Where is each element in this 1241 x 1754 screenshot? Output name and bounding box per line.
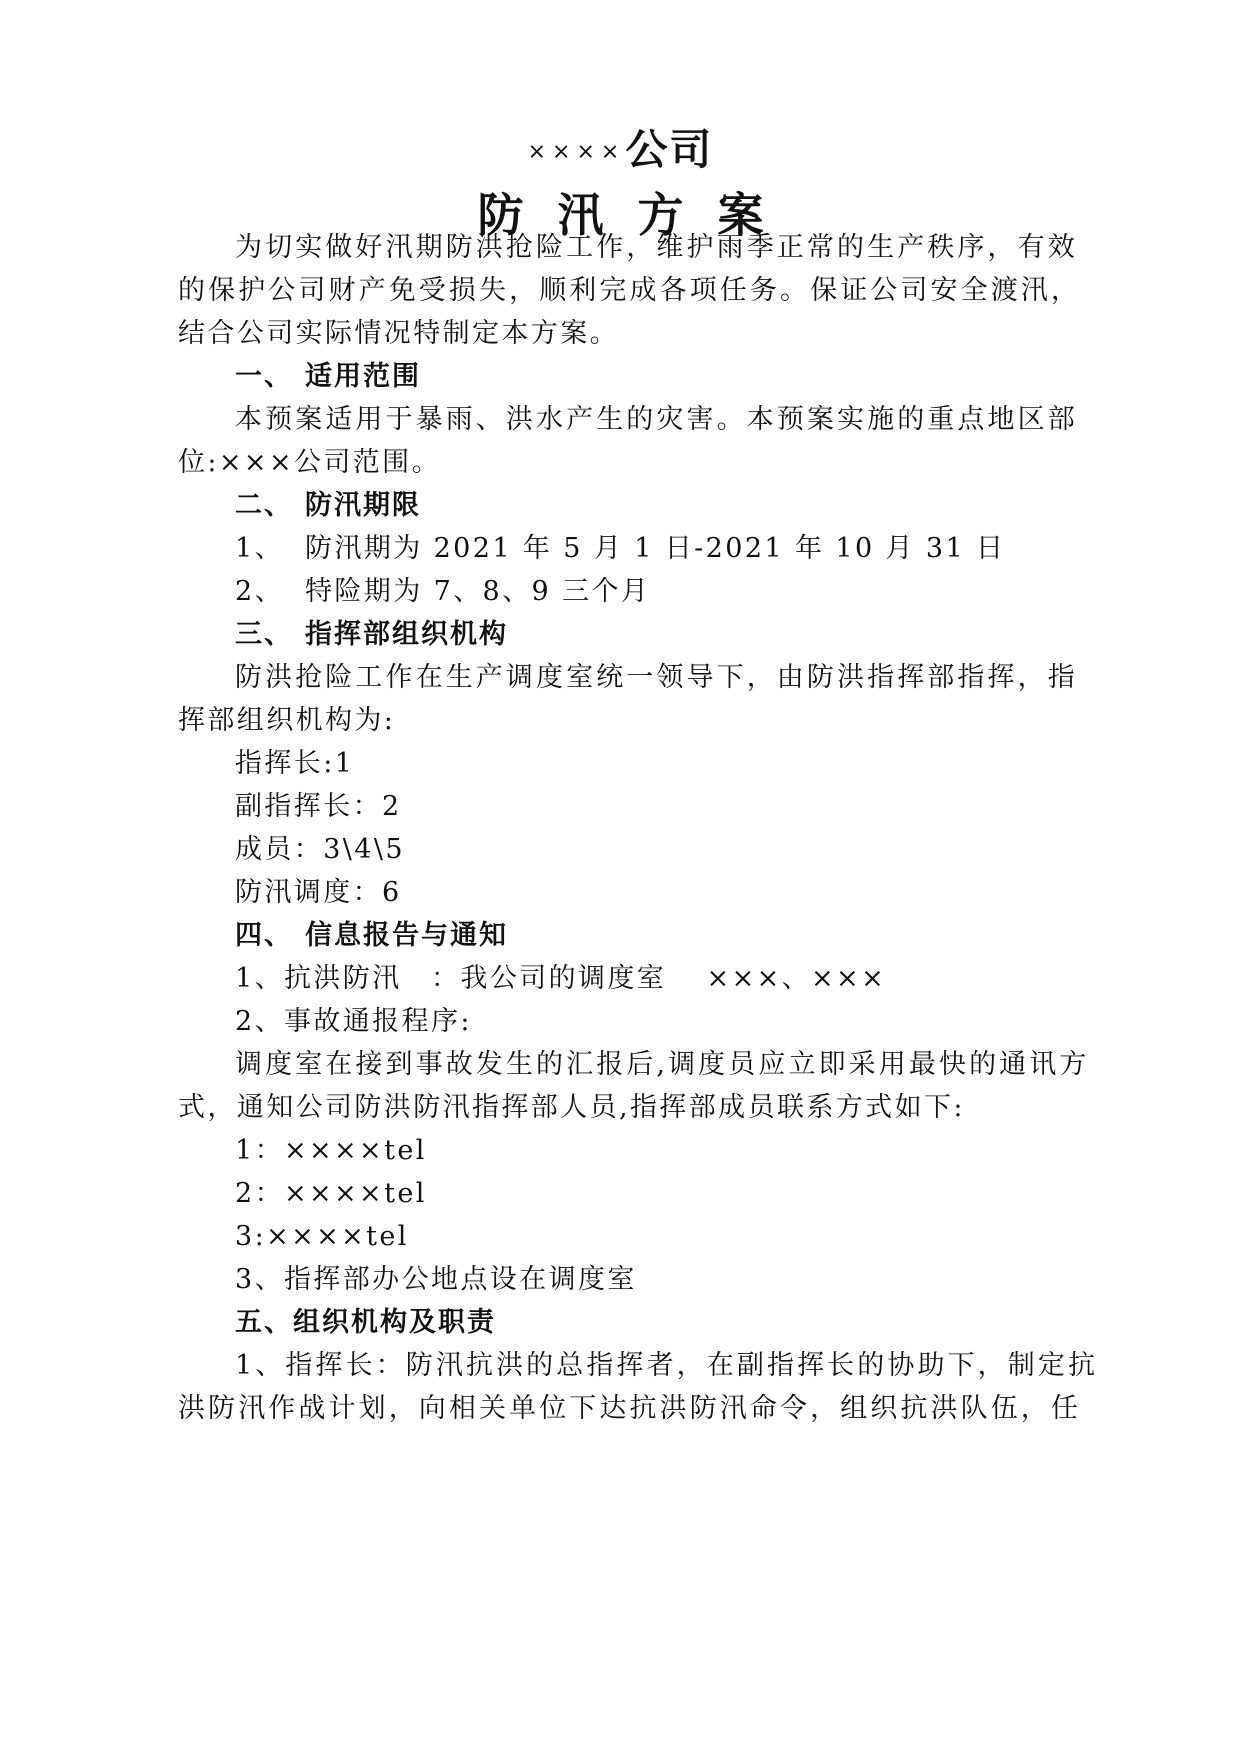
company-name-mask: ××××: [527, 139, 626, 165]
item-text: 防汛期为 2021 年 5 月 1 日-2021 年 10 月 31 日: [305, 533, 1006, 564]
section-heading-scope: [235, 360, 1065, 394]
section-heading-period: [235, 489, 1065, 523]
contact-1: 1：××××tel: [235, 1135, 427, 1166]
reporting-item-3: 3、指挥部办公地点设在调度室: [235, 1264, 637, 1295]
item-number: 1、: [235, 533, 284, 564]
section-number: 一、: [235, 361, 293, 392]
section-heading-duties: 五、组织机构及职责: [235, 1307, 496, 1338]
intro-line-1: 为切实做好汛期防洪抢险工作，维护雨季正常的生产秩序，有效: [235, 232, 1078, 263]
section-number: 三、: [235, 619, 293, 650]
duties-line-1: 1、指挥长：防汛抗洪的总指挥者，在副指挥长的协助下，制定抗: [235, 1350, 1099, 1381]
duties-line-2: 洪防汛作战计划，向相关单位下达抗洪防汛命令，组织抗洪队伍，任: [178, 1393, 1081, 1424]
scope-line-2: 位:×××公司范围。: [178, 447, 441, 478]
role-dispatch: 防汛调度：6: [235, 877, 402, 908]
reporting-item-1: 1、抗洪防汛 ：我公司的调度室 ×××、×××: [235, 963, 887, 994]
contact-3: 3:××××tel: [235, 1221, 409, 1252]
period-item-2: [235, 575, 1065, 609]
organization-line-2: 挥部组织机构为:: [178, 705, 396, 736]
role-members: 成员：3\4\5: [235, 834, 405, 865]
role-commander: 指挥长:1: [235, 748, 355, 779]
company-name: [0, 124, 1241, 179]
section-heading-organization: [235, 618, 1065, 652]
section-title: 信息报告与通知: [305, 920, 508, 951]
section-title: 指挥部组织机构: [305, 619, 508, 650]
role-deputy-commander: 副指挥长：2: [235, 791, 402, 822]
company-name-suffix: 公司: [625, 125, 714, 174]
section-number: 二、: [235, 490, 293, 521]
intro-line-2: 的保护公司财产免受损失，顺利完成各项任务。保证公司安全渡汛，: [178, 275, 1081, 306]
section-number: 四、: [235, 920, 293, 951]
section-heading-reporting: [235, 919, 1065, 953]
period-item-1: [235, 532, 1065, 566]
document-title: 防汛方案: [477, 188, 798, 242]
item-number: 2、: [235, 576, 284, 607]
section-title: 适用范围: [305, 361, 421, 392]
section-title: 防汛期限: [305, 490, 421, 521]
reporting-line-2: 式，通知公司防洪防汛指挥部人员,指挥部成员联系方式如下:: [178, 1092, 965, 1123]
reporting-line-1: 调度室在接到事故发生的汇报后,调度员应立即采用最快的通讯方: [235, 1049, 1090, 1080]
contact-2: 2：××××tel: [235, 1178, 427, 1209]
scope-line-1: 本预案适用于暴雨、洪水产生的灾害。本预案实施的重点地区部: [235, 404, 1078, 435]
intro-line-3: 结合公司实际情况特制定本方案。: [178, 318, 619, 349]
organization-line-1: 防洪抢险工作在生产调度室统一领导下，由防洪指挥部指挥，指: [235, 662, 1078, 693]
reporting-item-2: 2、事故通报程序:: [235, 1006, 472, 1037]
item-text: 特险期为 7、8、9 三个月: [305, 576, 651, 607]
